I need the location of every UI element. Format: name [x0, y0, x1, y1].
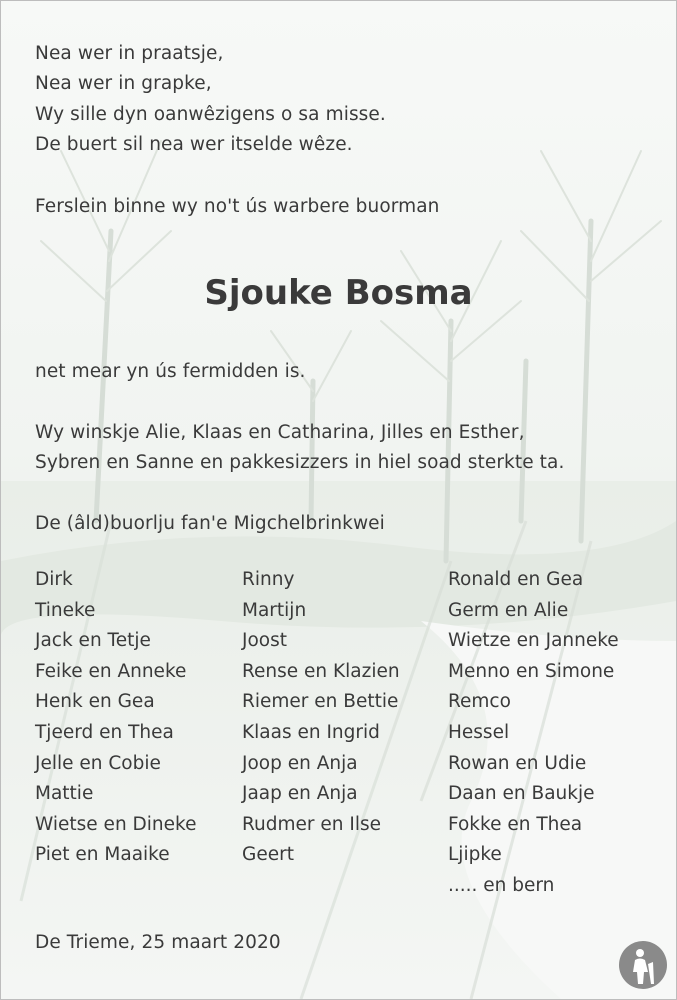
list-item: Tjeerd en Thea	[35, 721, 174, 743]
list-item: Tineke	[35, 599, 96, 621]
list-item: Mattie	[35, 783, 94, 805]
list-item: Remco	[448, 691, 511, 713]
list-item: Rinny	[242, 569, 295, 590]
list-item: Geert	[242, 844, 294, 866]
list-item: Dirk	[35, 569, 73, 590]
names-column-2	[242, 567, 400, 873]
list-item: Martijn	[242, 599, 307, 621]
text-content	[1, 1, 676, 999]
list-item: Wietse en Dineke	[35, 813, 197, 835]
list-item: Rense en Klazien	[242, 660, 400, 682]
list-item: Menno en Simone	[448, 660, 615, 682]
mourning-figure-icon	[618, 940, 668, 990]
wishes-line: Wy winskje Alie, Klaas en Catharina, Jilles en Esther,	[35, 422, 525, 443]
list-item: Fokke en Thea	[448, 813, 583, 835]
list-item: Joop en Anja	[242, 752, 358, 774]
list-item: Joost	[242, 630, 287, 652]
list-item: ..... en bern	[448, 874, 555, 896]
list-item: Henk en Gea	[35, 691, 155, 713]
deceased-name: Sjouke Bosma	[204, 273, 473, 313]
list-item: Jack en Tetje	[35, 630, 151, 652]
poem-line: Nea wer in grapke,	[35, 73, 212, 94]
list-item: Piet en Maaike	[35, 844, 170, 866]
list-item: Daan en Baukje	[448, 783, 595, 805]
names-column-3	[448, 567, 619, 904]
list-item: Hessel	[448, 721, 510, 743]
list-item: Jaap en Anja	[242, 783, 358, 805]
list-item: Ronald en Gea	[448, 569, 584, 590]
intro-text: Ferslein binne wy no't ús warbere buorman	[35, 196, 440, 217]
names-column-1	[35, 567, 196, 873]
after-name-text: net mear yn ús fermidden is.	[35, 361, 306, 382]
list-item: Jelle en Cobie	[35, 752, 161, 774]
list-item: Rowan en Udie	[448, 752, 587, 774]
wishes-line: Sybren en Sanne en pakkesizzers in hiel soad sterkte ta.	[35, 452, 565, 473]
sender-text: De (âld)buorlju fan'e Migchelbrinkwei	[35, 513, 385, 534]
list-item: Germ en Alie	[448, 599, 569, 621]
place-date: De Trieme, 25 maart 2020	[35, 932, 281, 953]
poem-line: De buert sil nea wer itselde wêze.	[35, 134, 353, 155]
poem-line: Wy sille dyn oanwêzigens o sa misse.	[35, 104, 386, 125]
list-item: Feike en Anneke	[35, 660, 187, 682]
list-item: Wietze en Janneke	[448, 630, 619, 652]
poem-line: Nea wer in praatsje,	[35, 43, 224, 64]
list-item: Rudmer en Ilse	[242, 813, 381, 835]
list-item: Klaas en Ingrid	[242, 721, 380, 743]
list-item: Ljipke	[448, 844, 502, 866]
list-item: Riemer en Bettie	[242, 691, 399, 713]
